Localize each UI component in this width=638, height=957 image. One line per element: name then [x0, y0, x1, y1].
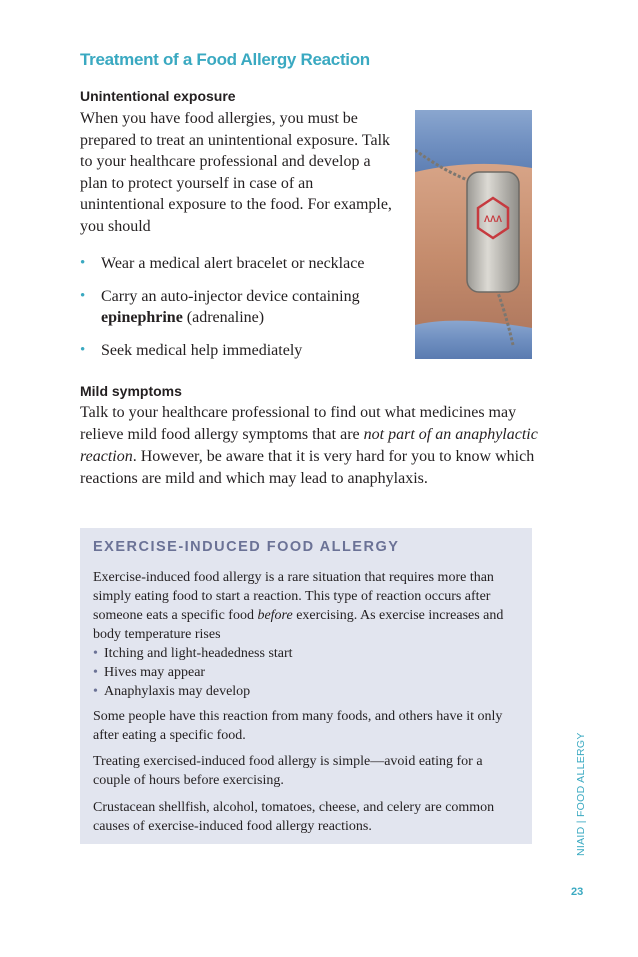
list-item [80, 340, 395, 362]
running-footer-label: NIAID | FOOD ALLERGY [575, 732, 587, 856]
bullet-icon: • [80, 255, 86, 271]
body-text: Talk to your healthcare professional to find out what medicines may relieve mild food allergy symptoms that are [80, 404, 517, 443]
exercise-allergy-sidebar [80, 528, 532, 844]
sidebar-text: exercising. As exercise increases and body temperature rises [93, 608, 504, 642]
list-item-text: Itching and light-headedness start [104, 646, 293, 661]
page-title: Treatment of a Food Allergy Reaction [80, 50, 370, 69]
section-body-unintentional-exposure: When you have food allergies, you must be prepared to treat an unintentional exposure. Talk to your healthcare professional and develop a plan to protect yourself in case of an unintentional exposure to the food. For example, you should [80, 110, 392, 235]
bullet-icon: • [93, 684, 98, 699]
list-item-text: Anaphylaxis may develop [104, 684, 251, 699]
list-item [93, 663, 518, 682]
body-italic-text: not part of an anaphylactic reaction [80, 426, 538, 465]
bullet-icon: • [80, 287, 86, 304]
page-number: 23 [571, 886, 584, 898]
section-heading-unintentional-exposure: Unintentional exposure [80, 88, 236, 104]
list-item [80, 286, 395, 329]
sidebar-italic-text: before [257, 608, 293, 623]
section-heading-mild-symptoms: Mild symptoms [80, 383, 182, 399]
sidebar-paragraph: Crustacean shellfish, alcohol, tomatoes, cheese, and celery are common causes of exercise-induced food allergy reactions. [93, 800, 495, 834]
section-body-mild-symptoms [80, 402, 540, 490]
exposure-bullet-list [80, 253, 395, 372]
bullet-icon: • [80, 341, 86, 358]
svg-text:ΛΛΛ: ΛΛΛ [483, 214, 503, 224]
list-item-text: (adrenaline) [182, 309, 265, 326]
sidebar-paragraph: Treating exercised-induced food allergy is simple—avoid eating for a couple of hours before exercising. [93, 754, 483, 788]
list-item [80, 253, 395, 275]
list-item-text: Wear a medical alert bracelet or necklace [101, 255, 365, 272]
sidebar-paragraph: Some people have this reaction from many foods, and others have it only after eating a specific food. [93, 709, 503, 743]
list-item-text: Carry an auto-injector device containing [101, 287, 360, 305]
list-item-text: Hives may appear [104, 665, 206, 680]
sidebar-text: Exercise-induced food allergy is a rare situation that requires more than simply eating food to start a reaction. This type of reaction occurs after someone eats a specific food [93, 570, 494, 623]
sidebar-title: EXERCISE-INDUCED FOOD ALLERGY [93, 539, 400, 555]
bracelet-photo-illustration [415, 110, 532, 359]
list-item [93, 682, 518, 701]
bullet-icon: • [93, 646, 98, 661]
list-item-bold-term: epinephrine [101, 309, 183, 326]
medical-alert-bracelet-photo [415, 110, 532, 359]
list-item-text: Seek medical help immediately [101, 341, 303, 359]
list-item [93, 644, 518, 663]
sidebar-paragraph [93, 568, 518, 701]
body-text: . However, be aware that it is very hard for you to know which reactions are mild and which may lead to anaphylaxis. [80, 448, 535, 487]
bullet-icon: • [93, 665, 98, 680]
sidebar-bullet-list [93, 644, 518, 701]
